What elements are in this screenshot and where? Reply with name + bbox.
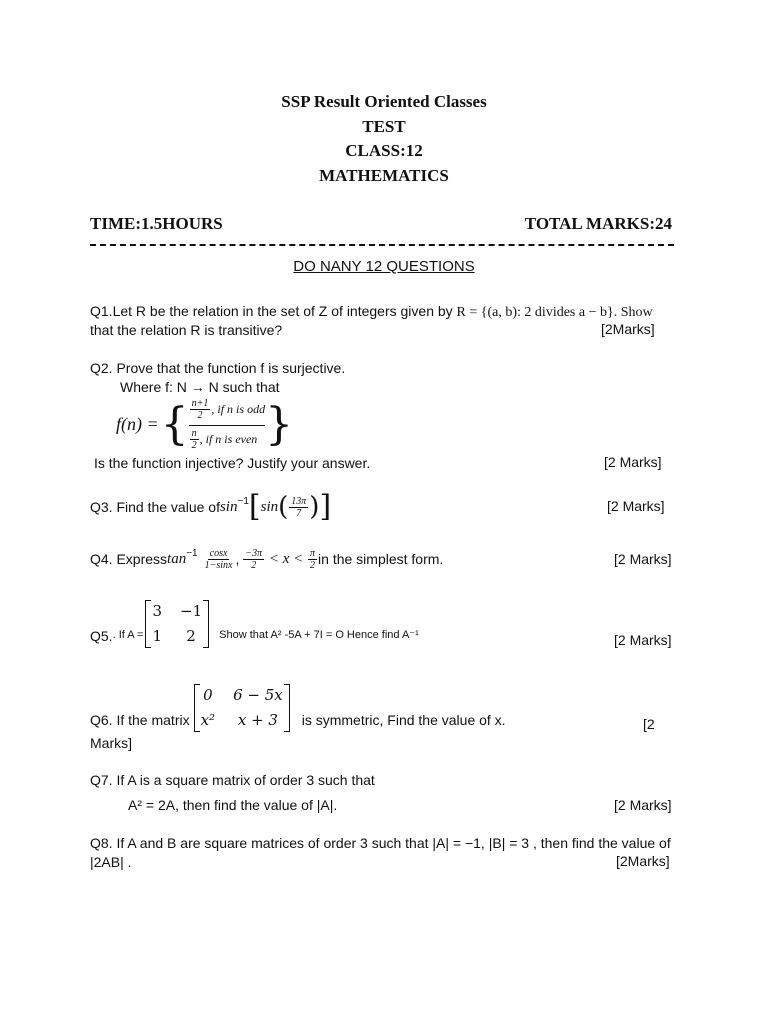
- q1-marks: [2Marks]: [601, 321, 655, 337]
- q1-math: R = {(a, b): 2 divides a − b}. Show: [456, 305, 653, 320]
- q2-line1: Q2. Prove that the function f is surjective.: [90, 360, 346, 376]
- q5-marks: [2 Marks]: [614, 632, 672, 648]
- q8-marks: [2Marks]: [616, 853, 670, 869]
- q8-line2: |2AB| .: [90, 854, 132, 870]
- q2-marks: [2 Marks]: [604, 454, 662, 470]
- instruction: DO NANY 12 QUESTIONS: [293, 258, 475, 275]
- q2-function-definition: [116, 398, 293, 451]
- q1-line2: that the relation R is transitive?: [90, 322, 283, 338]
- right-brace: }: [265, 398, 294, 450]
- question-4: Q4. Express tan $^{-1}$ $\frac{\cos x}{1-\sin x}$ , $\frac{-3\pi}{2}$ < x < $\frac{\pi}{2}$ in the simplest form.: [90, 547, 444, 571]
- q5-matrix: 3 −1 1 2: [145, 600, 209, 648]
- q1-text: Q1.Let R be the relation in the set of Z of integers given by: [90, 303, 457, 319]
- divider: [90, 244, 674, 246]
- q2-cases: [189, 398, 265, 451]
- total-marks-label: TOTAL MARKS:24: [524, 214, 672, 233]
- q2-line3: Is the function injective? Justify your answer.: [94, 455, 371, 471]
- q7-line1: Q7. If A is a square matrix of order 3 such that: [90, 772, 375, 788]
- q2-fn-label: f(n) =: [116, 414, 159, 434]
- q2-line2: Where f: N → N such that: [120, 379, 280, 395]
- q2-case-odd: $\frac{n+1}{2}$ , if n is odd: [191, 398, 266, 421]
- question-1: [90, 302, 653, 322]
- q6-matrix: 0 6 − 5x x² x + 3: [194, 684, 290, 732]
- q7-line2: A² = 2A, then find the value of |A|.: [128, 797, 338, 813]
- q2-case-even: $\frac{n}{2}$ , if n is even: [189, 425, 265, 451]
- class-title: CLASS:12: [345, 141, 423, 160]
- left-brace: {: [160, 398, 189, 450]
- q3-marks: [2 Marks]: [607, 498, 665, 514]
- question-3: Q3. Find the value of sin $^{-1}$ [ sin ( $\frac{13\pi}{7}$ ) ]: [90, 489, 332, 524]
- institute-title: SSP Result Oriented Classes: [281, 92, 487, 111]
- question-6: Q6. If the matrix 0 6 − 5x x² x + 3 is symmetric, Find the value of x.: [90, 684, 506, 734]
- time-label: TIME:1.5HOURS: [90, 214, 223, 233]
- q4-marks: [2 Marks]: [614, 551, 672, 567]
- q8-line1: Q8. If A and B are square matrices of order 3 such that |A| = −1, |B| = 3 , then find the value of: [90, 835, 671, 851]
- q6-marks-open: [2: [643, 716, 655, 732]
- question-5: Q5. . If A = 3 −1 1 2 Show that A² -5A + 7I = O Hence find A⁻¹: [90, 600, 419, 650]
- q6-marks-close: Marks]: [90, 735, 132, 751]
- q7-marks: [2 Marks]: [614, 797, 672, 813]
- test-title: TEST: [362, 117, 406, 136]
- subject-title: MATHEMATICS: [319, 166, 449, 185]
